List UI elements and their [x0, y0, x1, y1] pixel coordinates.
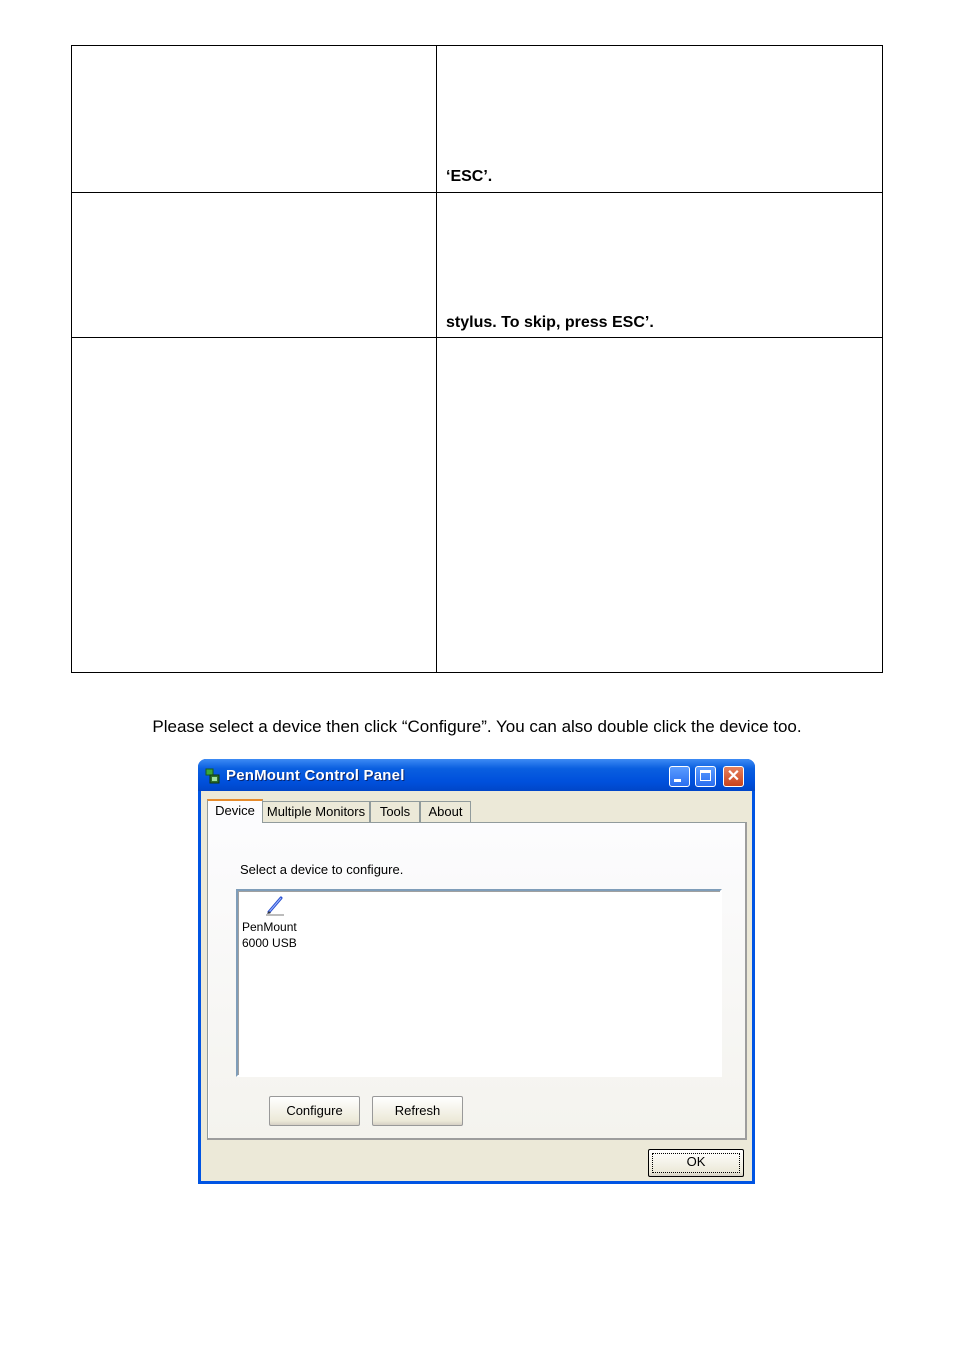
- tab-about[interactable]: About: [420, 801, 471, 822]
- select-device-prompt: Select a device to configure.: [240, 862, 404, 877]
- tab-multiple-monitors[interactable]: Multiple Monitors: [262, 801, 370, 822]
- focus-rectangle: [652, 1153, 740, 1173]
- refresh-button[interactable]: Refresh: [372, 1096, 463, 1126]
- table-row: [72, 46, 882, 193]
- configure-button[interactable]: Configure: [269, 1096, 360, 1126]
- penmount-dialog: [198, 759, 755, 1184]
- device-label: [242, 919, 297, 951]
- table-row: [72, 193, 882, 338]
- title-bar[interactable]: [198, 759, 755, 791]
- dialog-client-area: [201, 791, 752, 1181]
- pen-device-icon: [264, 895, 288, 917]
- close-button[interactable]: [723, 766, 744, 787]
- instruction-text: Please select a device then click “Configure”. You can also double click the device too.: [152, 717, 802, 736]
- minimize-icon: [674, 779, 681, 782]
- ok-label: OK: [686, 1154, 706, 1169]
- device-name-line1: PenMount: [242, 920, 297, 934]
- document-table: [71, 45, 883, 673]
- window-title: PenMount Control Panel: [226, 767, 405, 784]
- device-list[interactable]: [236, 889, 722, 1077]
- ok-button[interactable]: [648, 1149, 744, 1177]
- tab-device[interactable]: Device: [207, 799, 263, 823]
- device-tab-panel: [207, 822, 747, 1140]
- device-name-line2: 6000 USB: [242, 936, 297, 950]
- table-cell-text: stylus. To skip, press ESC’.: [446, 314, 654, 331]
- tab-tools[interactable]: Tools: [370, 801, 420, 822]
- table-cell-text: ‘ESC’.: [446, 168, 493, 185]
- table-row: [72, 338, 882, 672]
- app-icon: [205, 768, 221, 784]
- close-icon: ✕: [726, 768, 741, 785]
- minimize-button[interactable]: [669, 766, 690, 787]
- maximize-button[interactable]: [695, 766, 716, 787]
- maximize-icon: [700, 770, 711, 781]
